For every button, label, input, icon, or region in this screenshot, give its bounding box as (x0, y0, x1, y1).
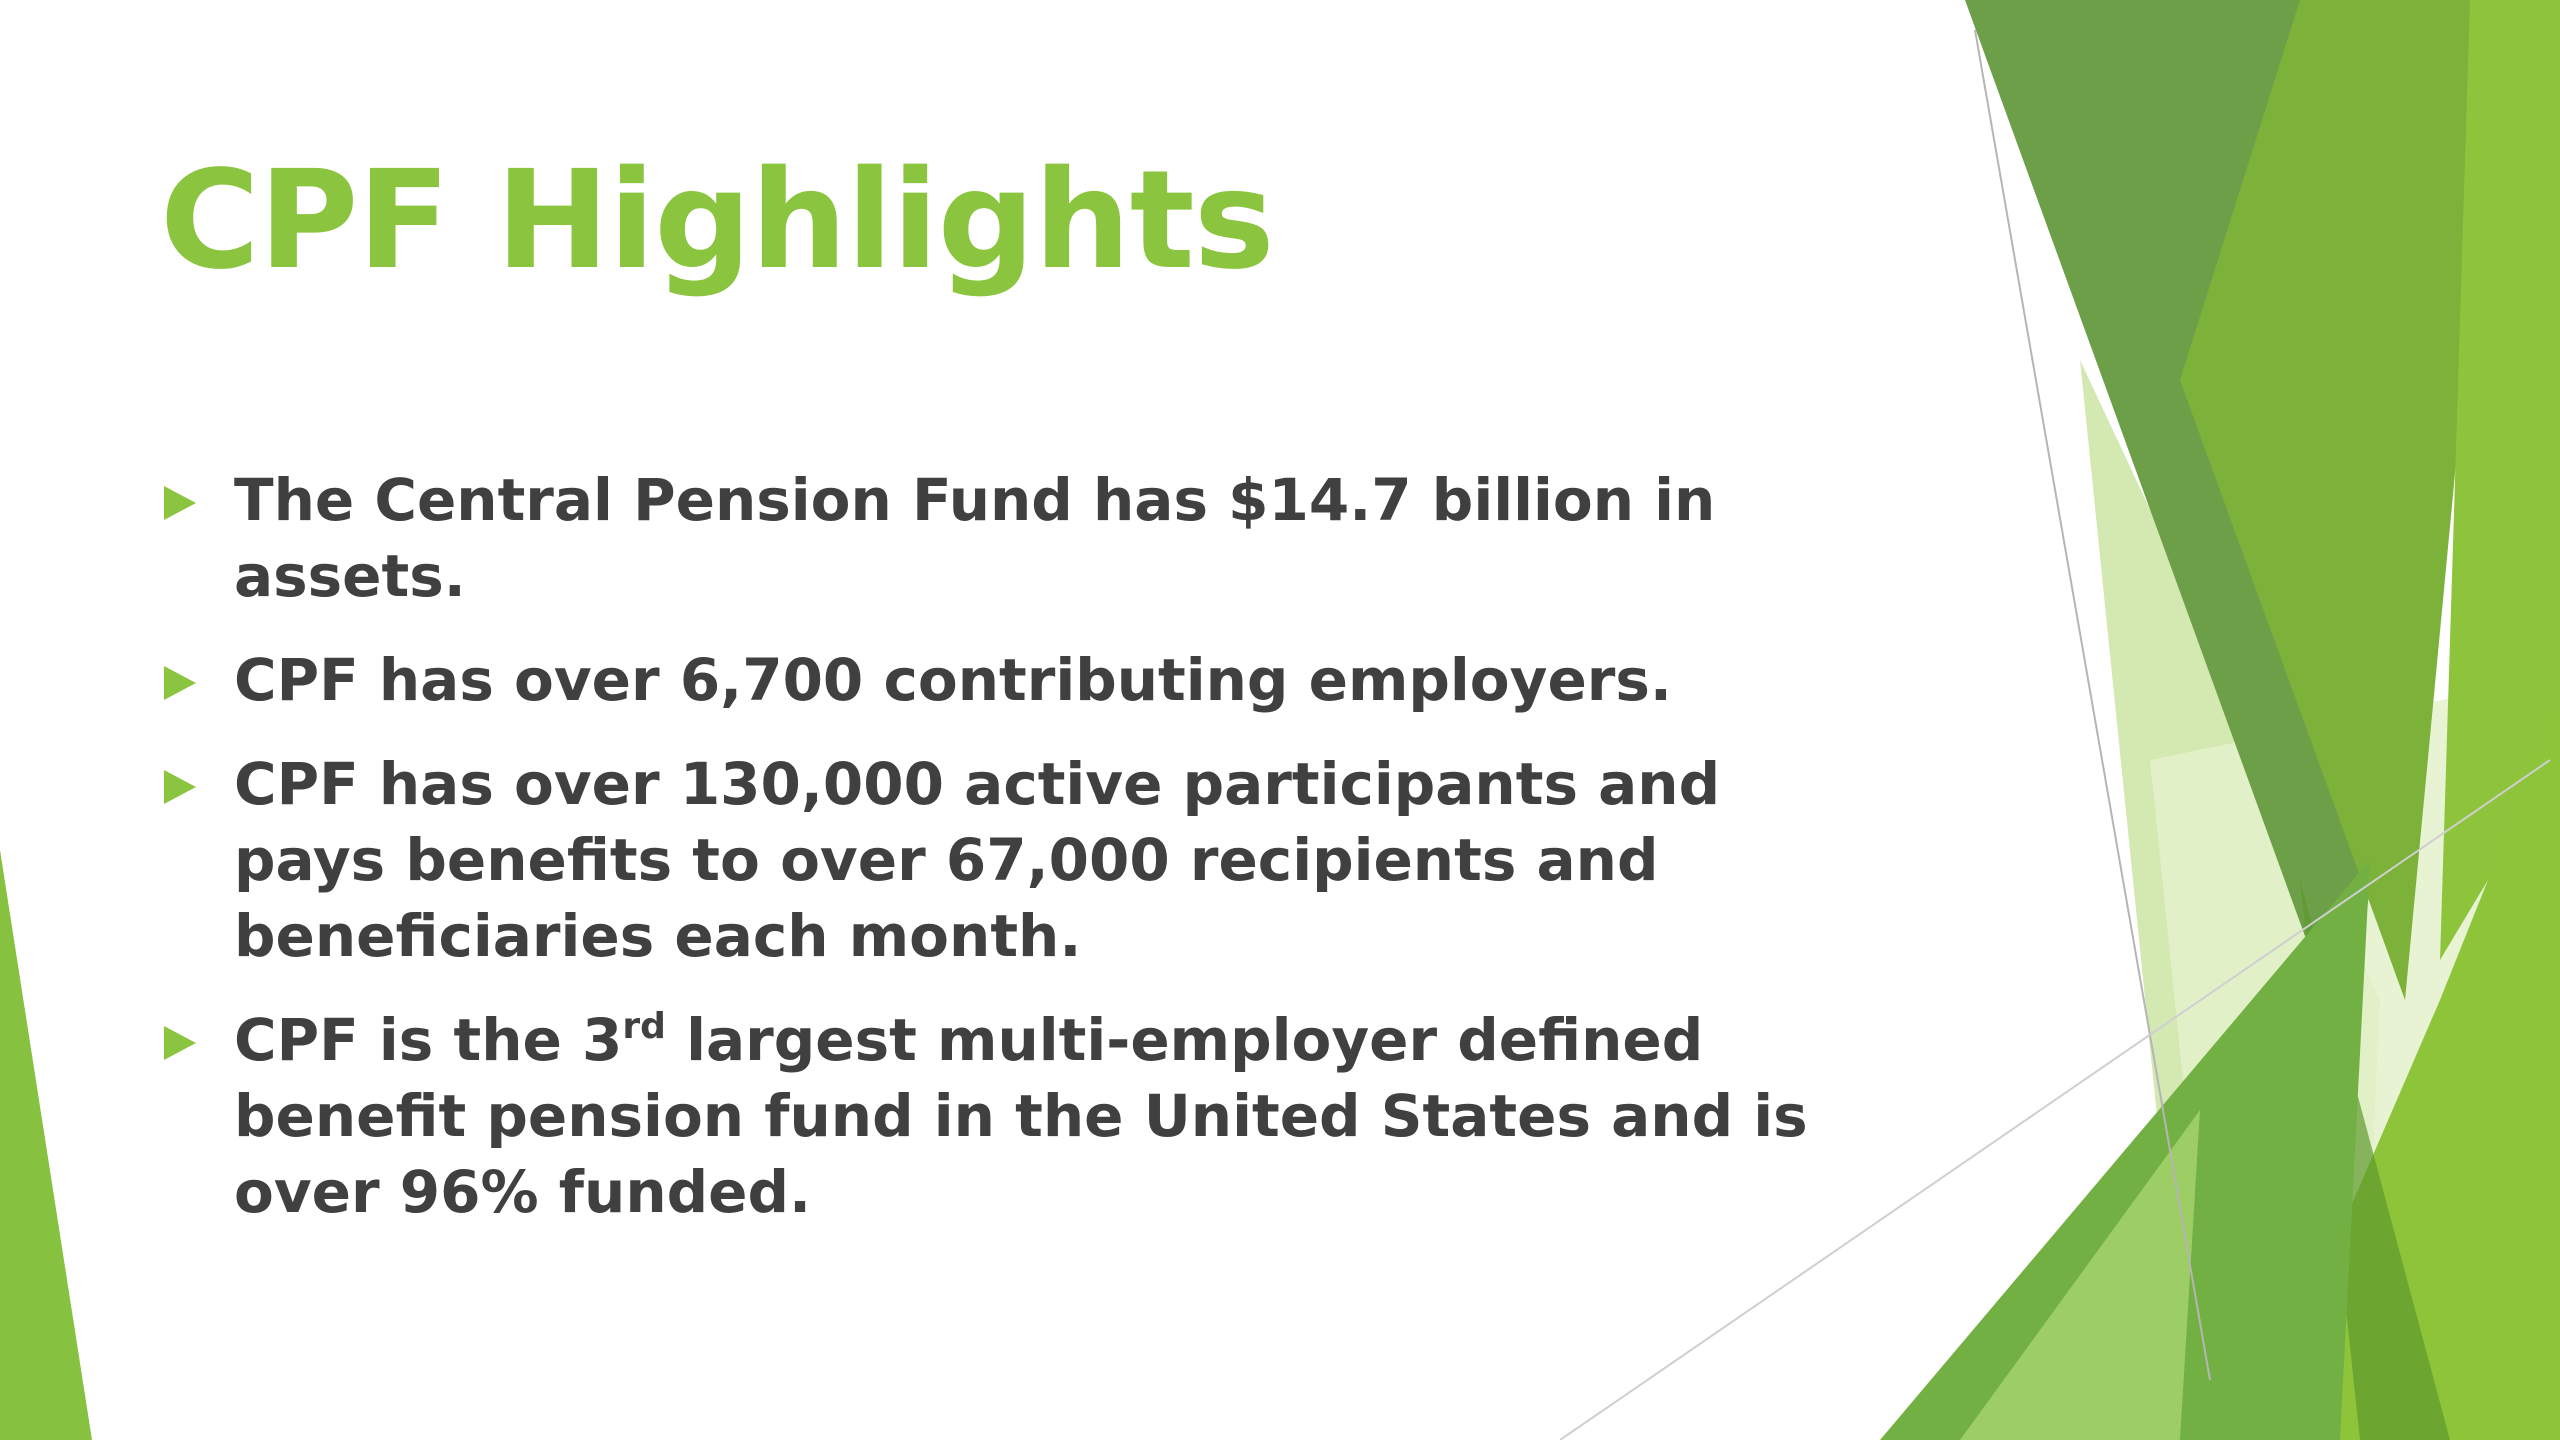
triangle-bullet-icon (164, 666, 196, 700)
bullet-text: CPF has over 6,700 contributing employers. (234, 646, 1672, 714)
bullet-item (164, 1002, 1864, 1230)
slide-title: CPF Highlights (160, 142, 1274, 300)
bullet-text-end: largest multi-employer defined benefit pension fund in the United States and is over 96% funded. (234, 1006, 1808, 1226)
left-edge-facet (0, 850, 92, 1440)
triangle-bullet-icon (164, 770, 196, 804)
bullet-list (164, 462, 1864, 1258)
bullet-item (164, 462, 1864, 614)
triangle-bullet-icon (164, 1026, 196, 1060)
bullet-item (164, 746, 1864, 974)
bullet-text-start: CPF is the 3 (234, 1006, 623, 1074)
bullet-item (164, 642, 1864, 718)
bullet-text: CPF has over 130,000 active participants and pays benefits to over 67,000 recipients and beneficiaries each month. (234, 750, 1721, 970)
triangle-bullet-icon (164, 486, 196, 520)
bullet-text (234, 1006, 1808, 1226)
bottom-facet-light (1960, 1110, 2200, 1440)
ordinal-superscript: rd (622, 1006, 666, 1047)
bullet-text: The Central Pension Fund has $14.7 billion in assets. (234, 466, 1716, 610)
